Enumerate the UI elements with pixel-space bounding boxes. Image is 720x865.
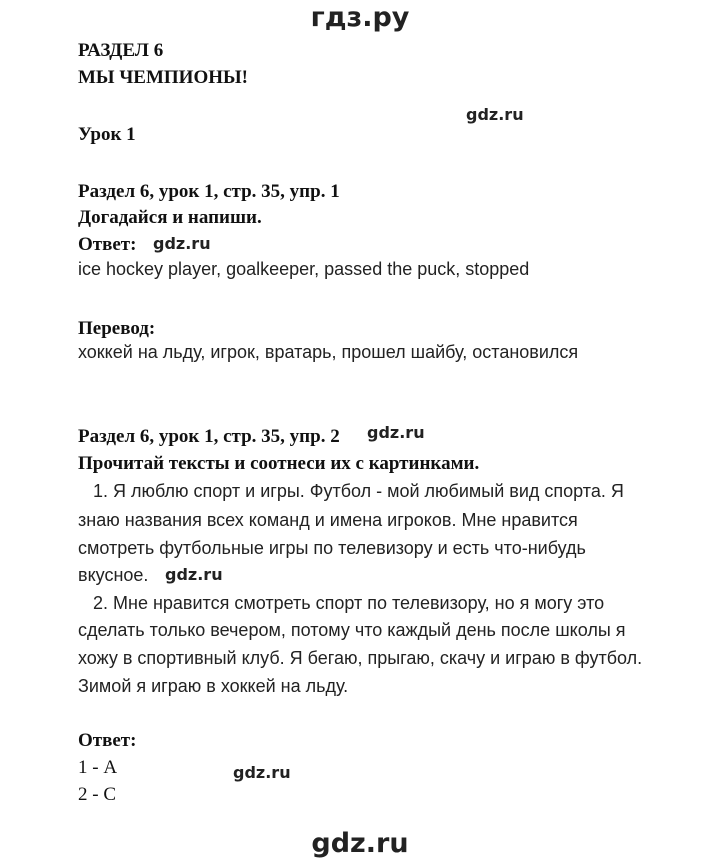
exercise1-answer: ice hockey player, goalkeeper, passed the puck, stopped	[78, 259, 530, 279]
exercise1-translation: хоккей на льду, игрок, вратарь, прошел шайбу, остановился	[78, 342, 579, 362]
section-title: МЫ ЧЕМПИОНЫ!	[78, 67, 248, 88]
watermark: gdz.ru	[367, 423, 425, 442]
watermark: gdz.ru	[233, 763, 291, 782]
exercise2-answer-item: 1 - А	[78, 757, 118, 778]
exercise1-task: Догадайся и напиши.	[78, 207, 262, 228]
exercise2-heading: Раздел 6, урок 1, стр. 35, упр. 2	[78, 426, 340, 447]
lesson-title: Урок 1	[78, 124, 136, 145]
exercise1-translation-label: Перевод:	[78, 318, 156, 339]
exercise2-answer-item: 2 - С	[78, 784, 116, 805]
exercise1-heading: Раздел 6, урок 1, стр. 35, упр. 1	[78, 181, 340, 202]
site-footer: gdz.ru	[311, 828, 409, 859]
exercise2-text1-line: вкусное.	[78, 565, 149, 585]
section-number: РАЗДЕЛ 6	[78, 40, 164, 61]
watermark: gdz.ru	[165, 565, 223, 584]
exercise2-text2-line: хожу в спортивный клуб. Я бегаю, прыгаю, скачу и играю в футбол.	[78, 648, 643, 668]
watermark: gdz.ru	[153, 234, 211, 253]
exercise2-text1-line: знаю названия всех команд и имена игроков. Мне нравится	[78, 510, 578, 530]
exercise2-answer-label: Ответ:	[78, 730, 137, 751]
exercise2-text2-line: сделать только вечером, потому что каждый день после школы я	[78, 620, 626, 640]
watermark: gdz.ru	[466, 105, 524, 124]
exercise1-answer-label: Ответ:	[78, 234, 137, 255]
exercise2-text1-line: смотреть футбольные игры по телевизору и есть что-нибудь	[78, 538, 586, 558]
exercise2-task: Прочитай тексты и соотнеси их с картинками.	[78, 453, 480, 474]
site-header: гдз.ру	[310, 2, 410, 33]
exercise2-text2-line: Зимой я играю в хоккей на льду.	[78, 676, 349, 696]
exercise2-text1-line: 1. Я люблю спорт и игры. Футбол - мой любимый вид спорта. Я	[93, 481, 624, 501]
exercise2-text2-line: 2. Мне нравится смотреть спорт по телевизору, но я могу это	[93, 593, 605, 613]
